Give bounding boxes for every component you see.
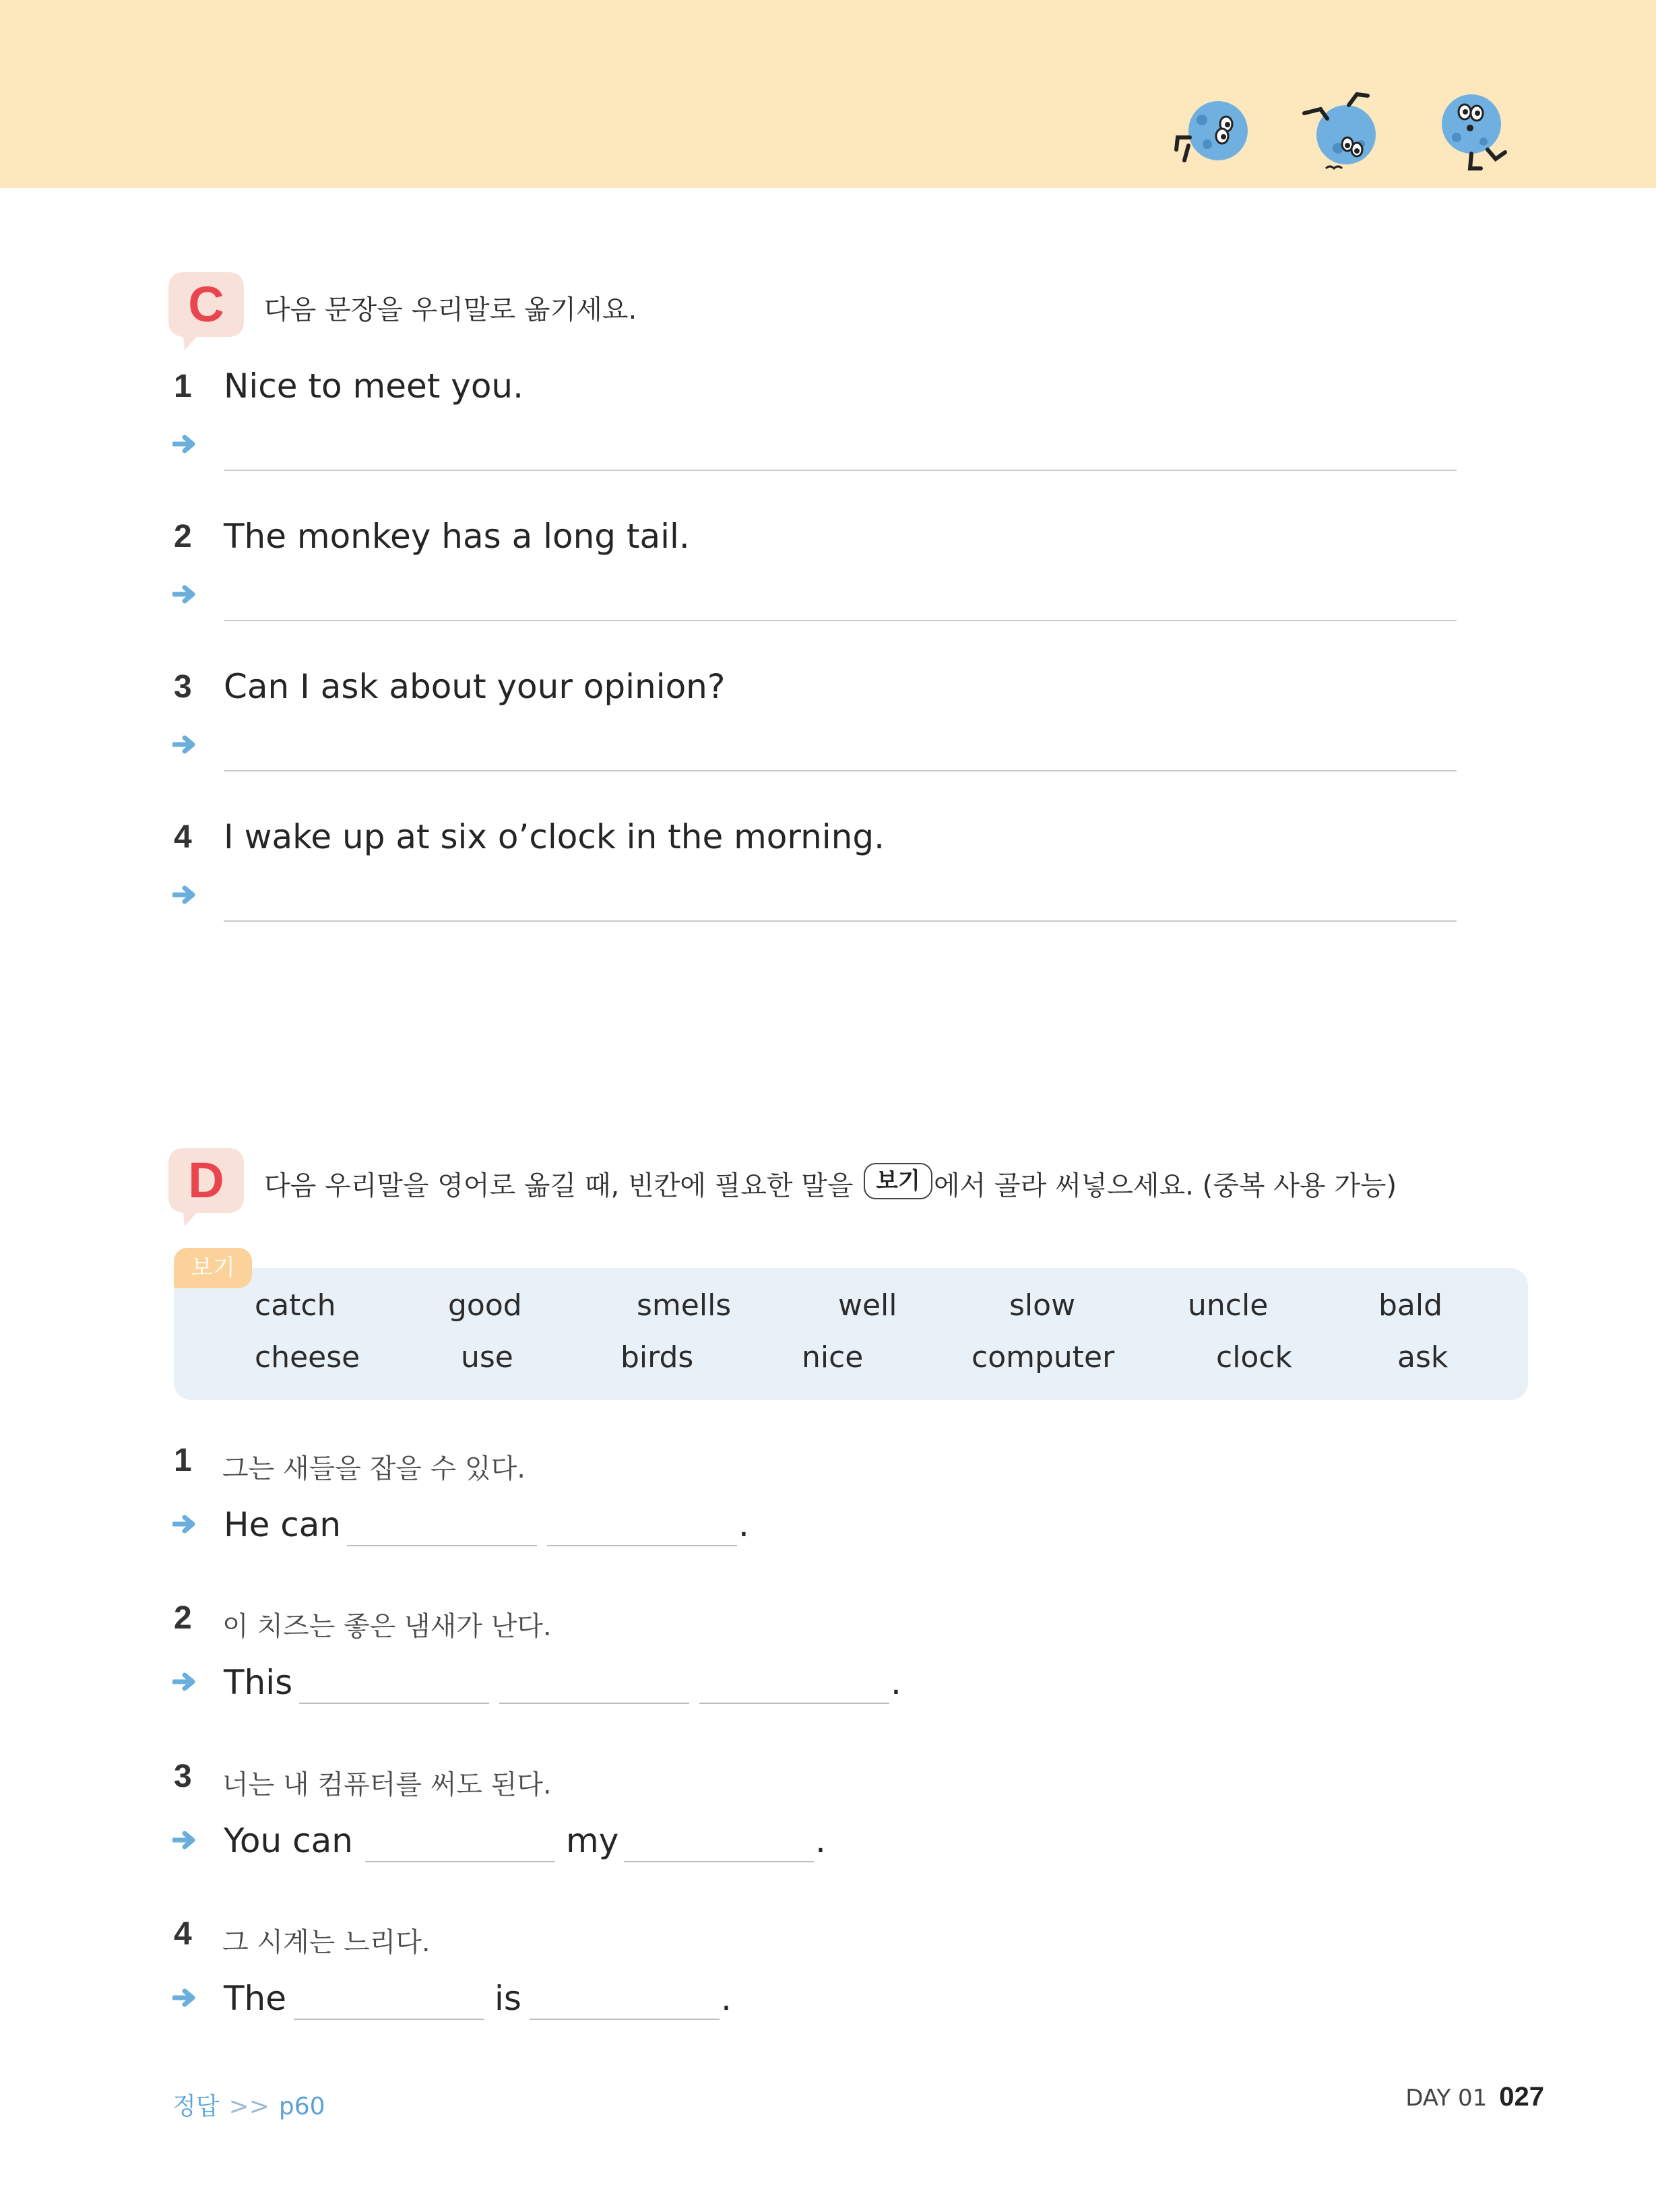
word-bank-item: computer (972, 1340, 1115, 1374)
d-answer-prefix: This (224, 1663, 293, 1702)
page-footer (1405, 2082, 1544, 2112)
c-question-number: 3 (174, 669, 192, 705)
d-question-korean: 그는 새들을 잡을 수 있다. (222, 1453, 526, 1484)
d-question-korean: 이 치즈는 좋은 냄새가 난다. (222, 1611, 552, 1642)
answer-reference[interactable] (172, 2087, 325, 2122)
c-question-number: 4 (174, 819, 192, 855)
word-bank-item: slow (1009, 1288, 1076, 1323)
top-banner (0, 0, 1656, 188)
sentence-period: . (721, 1979, 732, 2018)
answer-blank[interactable] (365, 1861, 555, 1862)
arrow-right-icon (172, 585, 199, 604)
word-bank-item: good (448, 1288, 522, 1323)
answer-label: 정답 (172, 2093, 220, 2120)
answer-line[interactable] (224, 920, 1457, 922)
d-question-number: 3 (174, 1759, 192, 1794)
word-bank-item: ask (1397, 1340, 1448, 1374)
c-question-sentence: The monkey has a long tail. (224, 517, 690, 556)
answer-blank[interactable] (299, 1703, 489, 1704)
section-d-instruction-before: 다음 우리말을 영어로 옮길 때, 빈칸에 필요한 말을 (264, 1170, 854, 1201)
answer-line[interactable] (224, 470, 1457, 471)
d-answer-prefix: The (224, 1979, 286, 2018)
arrow-right-icon (172, 1988, 199, 2007)
d-answer-middle: is (495, 1979, 521, 2018)
answer-page: p60 (278, 2093, 325, 2120)
section-c-letter: C (188, 276, 224, 332)
answer-blank[interactable] (499, 1703, 689, 1704)
word-bank-item: clock (1216, 1340, 1293, 1374)
answer-blank[interactable] (530, 2019, 720, 2020)
section-d-letter: D (188, 1152, 224, 1208)
sentence-period: . (891, 1663, 901, 1702)
word-bank-item: well (838, 1288, 897, 1323)
word-bank-item: catch (255, 1288, 336, 1323)
answer-blank[interactable] (699, 1703, 889, 1704)
answer-blank[interactable] (347, 1545, 537, 1546)
c-question-number: 1 (174, 369, 192, 404)
answer-line[interactable] (224, 620, 1457, 621)
d-answer-middle: my (566, 1821, 619, 1860)
word-bank-item: nice (802, 1340, 864, 1374)
sentence-period: . (738, 1505, 749, 1544)
arrow-right-icon (172, 1831, 199, 1850)
word-bank-item: birds (620, 1340, 694, 1374)
c-question-number: 2 (174, 519, 192, 555)
section-d-badge (167, 1147, 245, 1226)
answer-separator: >> (228, 2093, 269, 2120)
word-bank-item: uncle (1188, 1288, 1269, 1323)
c-question-sentence: Can I ask about your opinion? (224, 667, 726, 706)
section-c-instruction: 다음 문장을 우리말로 옮기세요. (264, 294, 637, 325)
mascot-ball-3 (1431, 90, 1519, 178)
arrow-right-icon (172, 1672, 199, 1691)
bogi-label: 보기 (174, 1248, 252, 1288)
answer-blank[interactable] (294, 2019, 484, 2020)
section-d-instruction-after: 에서 골라 써넣으세요. (중복 사용 가능) (934, 1170, 1397, 1201)
word-bank-item: cheese (255, 1340, 360, 1374)
mascot-ball-1 (1172, 93, 1260, 174)
word-bank-item: smells (637, 1288, 732, 1323)
d-question-number: 2 (174, 1600, 192, 1636)
d-answer-prefix: You can (224, 1821, 353, 1860)
c-question-sentence: Nice to meet you. (224, 367, 524, 406)
word-bank-item: bald (1378, 1288, 1443, 1323)
arrow-right-icon (172, 735, 199, 754)
bogi-inline-badge: 보기 (864, 1163, 932, 1199)
d-question-korean: 너는 내 컴퓨터를 써도 된다. (222, 1769, 552, 1800)
d-question-number: 4 (174, 1916, 192, 1952)
section-c-badge (167, 271, 245, 350)
mascot-ball-2 (1300, 89, 1388, 177)
sentence-period: . (815, 1821, 826, 1860)
arrow-right-icon (172, 885, 199, 904)
day-label: DAY 01 (1405, 2085, 1488, 2112)
d-question-number: 1 (174, 1443, 192, 1478)
answer-blank[interactable] (624, 1861, 814, 1862)
word-bank-item: use (461, 1340, 513, 1374)
c-question-sentence: I wake up at six o’clock in the morning. (224, 817, 885, 856)
arrow-right-icon (172, 435, 199, 453)
page-number: 027 (1499, 2082, 1544, 2112)
answer-line[interactable] (224, 770, 1457, 771)
d-answer-prefix: He can (224, 1505, 342, 1544)
arrow-right-icon (172, 1515, 199, 1534)
d-question-korean: 그 시계는 느리다. (222, 1927, 431, 1958)
answer-blank[interactable] (547, 1545, 737, 1546)
